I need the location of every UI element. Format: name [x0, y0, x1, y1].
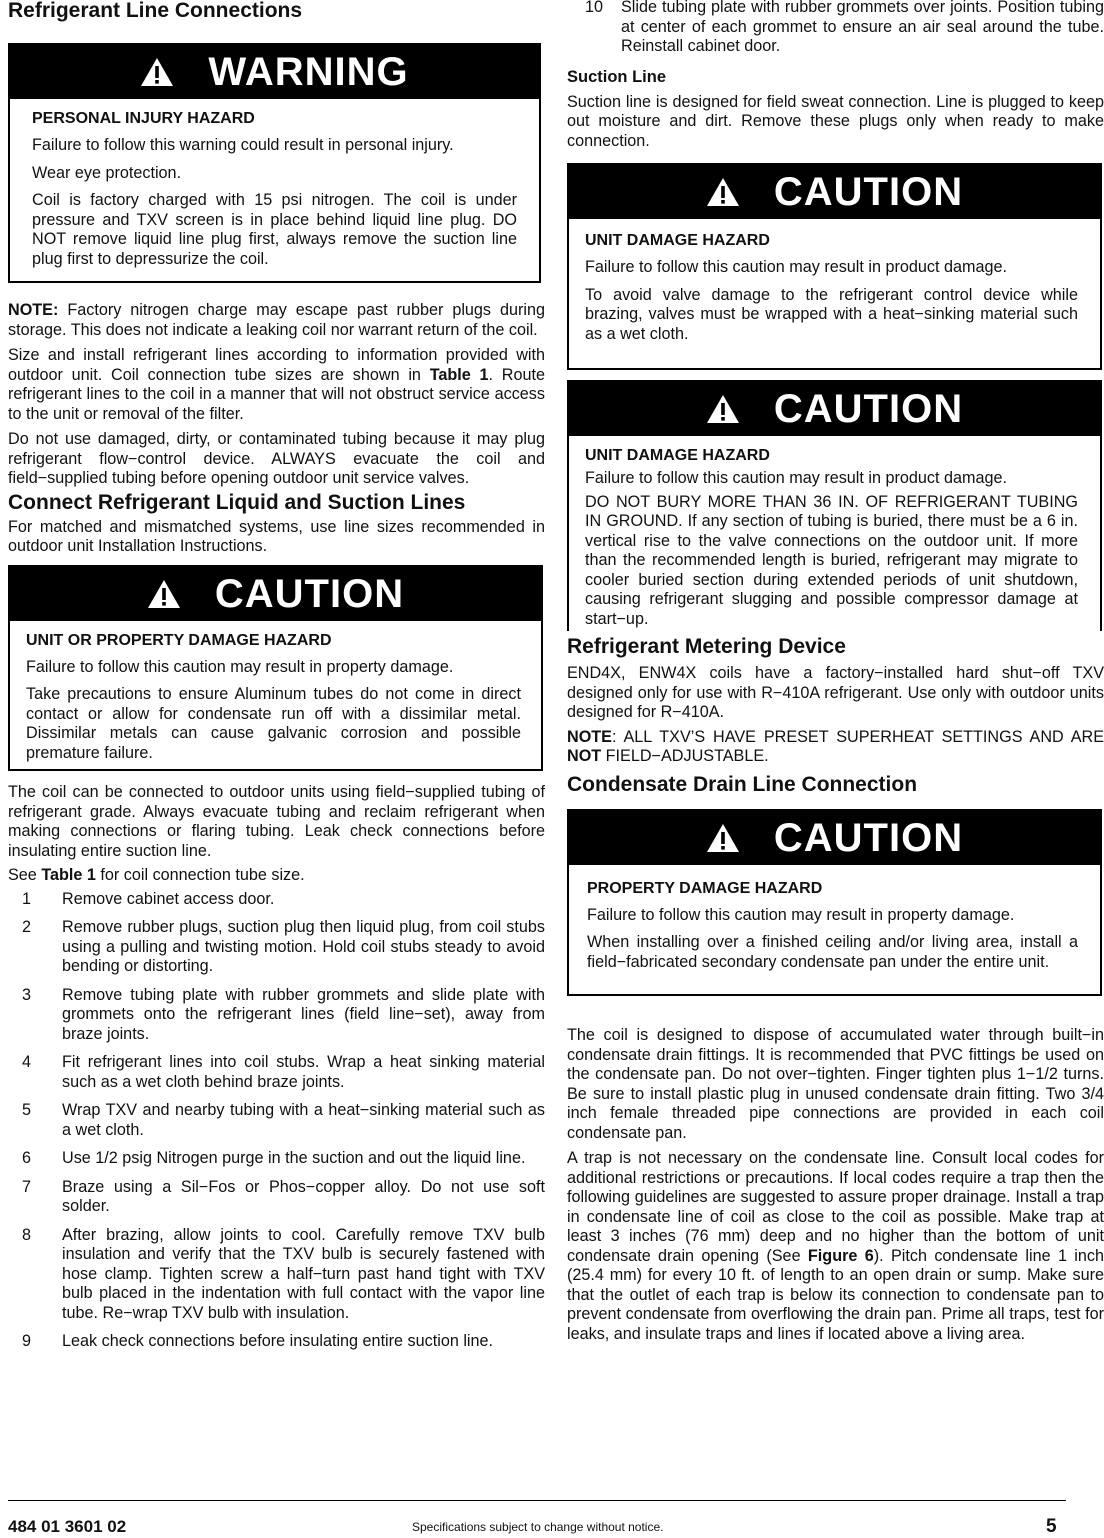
- body-text: : ALL TXV’S HAVE PRESET SUPERHEAT SETTINGS AND ARE: [611, 727, 1104, 746]
- step-text: Slide tubing plate with rubber grommets over joints. Position tubing at center of each grommet to ensure an air seal around the tube. Reinstall cabinet door.: [621, 0, 1104, 55]
- caution-box-buried-tubing: [567, 380, 1102, 631]
- table-reference: Table 1: [41, 866, 96, 884]
- document-number: 484 01 3601 02: [8, 1517, 127, 1536]
- caution-triangle-icon: [147, 579, 181, 609]
- warning-triangle-icon: [140, 57, 174, 87]
- installation-steps-continued: [567, 0, 1104, 57]
- step-number: 3: [22, 985, 32, 1004]
- body-text: Size and install refrigerant lines according to information provided with outdoor unit. Coil connection tube sizes are shown in: [8, 346, 545, 384]
- section-heading-refrigerant-line-connections: Refrigerant Line Connections: [8, 0, 303, 22]
- paragraph-damaged-tubing: Do not use damaged, dirty, or contaminated tubing because it may plug refrigerant flow−control device. ALWAYS evacuate the coil and field−supplied tubing before opening outdoor unit service valves.: [8, 430, 545, 487]
- caution-header: [10, 567, 541, 621]
- caution-triangle-icon: [706, 394, 740, 424]
- caution-header: [569, 811, 1100, 865]
- caution-box-property-damage: [567, 809, 1102, 997]
- section-heading-condensate-drain: Condensate Drain Line Connection: [567, 772, 918, 796]
- warning-text: Wear eye protection.: [32, 163, 182, 182]
- list-item: [8, 918, 545, 977]
- note-label: NOTE:: [8, 301, 59, 319]
- section-heading-metering-device: Refrigerant Metering Device: [567, 635, 846, 658]
- list-item: [8, 1101, 545, 1140]
- list-item: [8, 1178, 545, 1217]
- warning-title: WARNING: [208, 50, 409, 94]
- caution-text: Failure to follow this caution may result in property damage.: [587, 905, 1015, 924]
- note-label: NOTE: [567, 727, 612, 746]
- step-text: Wrap TXV and nearby tubing with a heat−sinking material such as a wet cloth.: [62, 1101, 545, 1139]
- body-text: . Route refrigerant lines to the coil in a manner that will not obstruct service access to the unit or removal of the filter.: [8, 365, 545, 423]
- left-column: [8, 0, 545, 1361]
- step-number: 8: [22, 1225, 32, 1244]
- caution-title: CAUTION: [773, 815, 964, 860]
- paragraph-line-sizes: [8, 346, 545, 424]
- caution-text: To avoid valve damage to the refrigerant control device while brazing, valves must be wrapped with a heat−sinking material such as a wet cloth.: [585, 285, 1078, 343]
- step-number: 9: [22, 1332, 32, 1350]
- right-column: [567, 0, 1104, 1344]
- warning-box: [8, 43, 541, 283]
- table-reference: Table 1: [429, 365, 489, 384]
- caution-hazard-type: PROPERTY DAMAGE HAZARD: [587, 879, 823, 897]
- caution-box-valve-damage: [567, 163, 1102, 370]
- caution-hazard-type: UNIT DAMAGE HAZARD: [585, 447, 770, 464]
- page-number: 5: [1046, 1516, 1057, 1537]
- caution-header: [569, 382, 1100, 436]
- caution-hazard-type: UNIT DAMAGE HAZARD: [585, 232, 770, 249]
- caution-triangle-icon: [706, 177, 740, 207]
- footer-disclaimer: Specifications subject to change without notice.: [412, 1520, 664, 1534]
- figure-reference: Figure 6: [807, 1246, 874, 1265]
- paragraph-see-table: [8, 866, 545, 886]
- caution-header: [569, 165, 1100, 219]
- step-number: 4: [22, 1053, 32, 1071]
- caution-title: CAUTION: [773, 170, 964, 214]
- caution-title: CAUTION: [214, 571, 405, 616]
- step-number: 7: [22, 1177, 32, 1196]
- warning-text: Coil is factory charged with 15 psi nitrogen. The coil is under pressure and TXV screen is in place behind liquid line plug. DO NOT remove liquid line plug first, always remove the suction line plug first to depressurize the coil.: [32, 191, 517, 268]
- list-item: [8, 1226, 545, 1324]
- step-number: 10: [585, 0, 604, 16]
- body-text: See: [8, 866, 42, 884]
- emphasis-text: NOT: [567, 747, 602, 765]
- note-paragraph: [8, 301, 545, 340]
- step-text: After brazing, allow joints to cool. Carefully remove TXV bulb insulation and verify that the TXV bulb is securely fastened with hose clamp. Tighten screw a half−turn past hand tight with TXV bulb placed in the indentation with full contact with the vapor line tube. Re−wrap TXV bulb with insulation.: [62, 1225, 545, 1322]
- caution-text: Take precautions to ensure Aluminum tubes do not come in direct contact or allow for condensate run off with a dissimilar metal. Dissimilar metals can cause galvanic corrosion and possible premature failure.: [26, 685, 521, 762]
- paragraph-matched-systems: For matched and mismatched systems, use line sizes recommended in outdoor unit Installation Instructions.: [8, 517, 545, 555]
- warning-text: Failure to follow this warning could result in personal injury.: [32, 136, 454, 154]
- paragraph-suction-line: Suction line is designed for field sweat connection. Line is plugged to keep out moisture and dirt. Remove these plugs only when ready to make connection.: [567, 92, 1104, 150]
- caution-text: When installing over a finished ceiling and/or living area, install a field−fabricated secondary condensate pan under the entire unit.: [587, 933, 1078, 971]
- step-number: 2: [22, 918, 32, 936]
- paragraph-condensate-fittings: The coil is designed to dispose of accumulated water through built−in condensate drain fittings. It is recommended that PVC fittings be used on the condensate pan. Do not over−tighten. Finger tighten plus 1−1/2 turns. Be sure to install plastic plug in unused condensate drain fitting. Two 3/4 inch female threaded pipe connections are provided in each coil condensate pan.: [567, 1026, 1104, 1142]
- installation-steps-list: [8, 890, 545, 1352]
- step-text: Braze using a Sil−Fos or Phos−copper alloy. Do not use soft solder.: [62, 1177, 545, 1215]
- paragraph-metering-device: END4X, ENW4X coils have a factory−installed hard shut−off TXV designed only for use with R−410A refrigerant. Use only with outdoor units designed for R−410A.: [567, 664, 1104, 721]
- step-text: Use 1/2 psig Nitrogen purge in the suction and out the liquid line.: [62, 1149, 526, 1167]
- paragraph-trap-guidelines: [567, 1149, 1104, 1344]
- caution-triangle-icon: [706, 823, 740, 853]
- caution-hazard-type: UNIT OR PROPERTY DAMAGE HAZARD: [26, 631, 332, 649]
- list-item: [8, 890, 545, 910]
- step-text: Leak check connections before insulating entire suction line.: [62, 1332, 494, 1350]
- body-text: FIELD−ADJUSTABLE.: [601, 747, 769, 765]
- note-text: Factory nitrogen charge may escape past rubber plugs during storage. This does not indicate a leaking coil nor warrant return of the coil.: [8, 301, 545, 339]
- step-number: 1: [22, 889, 32, 908]
- body-text: for coil connection tube size.: [95, 866, 305, 884]
- step-number: 5: [22, 1101, 32, 1119]
- list-item: [8, 986, 545, 1045]
- subheading-suction-line: Suction Line: [567, 67, 666, 86]
- list-item: [567, 0, 1104, 57]
- step-number: 6: [22, 1149, 32, 1167]
- caution-text: Failure to follow this caution may result in product damage.: [585, 258, 1007, 276]
- step-text: Remove rubber plugs, suction plug then liquid plug, from coil stubs using a pulling and twisting motion. Hold coil stubs steady to avoid bending or distorting.: [62, 918, 545, 975]
- section-heading-connect-lines: Connect Refrigerant Liquid and Suction Lines: [8, 490, 466, 514]
- caution-text: Failure to follow this caution may result in property damage.: [26, 657, 454, 676]
- step-text: Fit refrigerant lines into coil stubs. Wrap a heat sinking material such as a wet cloth behind braze joints.: [62, 1053, 545, 1091]
- footer-divider: [8, 1500, 1066, 1501]
- warning-hazard-type: PERSONAL INJURY HAZARD: [32, 110, 255, 127]
- list-item: [8, 1053, 545, 1092]
- warning-header: [10, 45, 539, 99]
- step-text: Remove tubing plate with rubber grommets and slide plate with grommets onto the refrigerant lines (field line−set), away from braze joints.: [62, 985, 545, 1043]
- caution-box-property: [8, 565, 543, 772]
- caution-text: DO NOT BURY MORE THAN 36 IN. OF REFRIGERANT TUBING IN GROUND. If any section of tubing is buried, there must be a 6 in. vertical rise to the valve connections on the outdoor unit. If more than the recommended length is buried, refrigerant may migrate to cooler buried section during extended periods of unit shutdown, causing refrigerant slugging and possible compressor damage at start−up.: [585, 492, 1078, 628]
- caution-text: Failure to follow this caution may result in product damage.: [585, 469, 1007, 487]
- body-text: A trap is not necessary on the condensate line. Consult local codes for additional restrictions or precautions. If local codes require a trap then the following guidelines are suggested to assure proper drainage. Install a trap in condensate line of coil as close to the coil as possible. Make trap at least 3 inches (76 mm) deep and no higher than the bottom of unit condensate drain opening (See: [567, 1149, 1104, 1265]
- list-item: [8, 1149, 545, 1169]
- paragraph-coil-connection: The coil can be connected to outdoor units using field−supplied tubing of refrigerant grade. Always evacuate tubing and reclaim refrigerant when making connections or flaring tubing. Leak check connections before insulating entire suction line.: [8, 783, 545, 860]
- caution-title: CAUTION: [773, 387, 964, 431]
- body-text: ). Pitch condensate line 1 inch (25.4 mm) for every 10 ft. of length to an open drain or sump. Make sure that the outlet of each trap is below its connection to condensate pan to prevent condensate from overflowing the drain pan. Prime all traps, test for leaks, and insulate traps and lines if located above a living area.: [567, 1246, 1104, 1343]
- step-text: Remove cabinet access door.: [62, 889, 275, 908]
- list-item: [8, 1332, 545, 1352]
- note-paragraph: [567, 728, 1104, 767]
